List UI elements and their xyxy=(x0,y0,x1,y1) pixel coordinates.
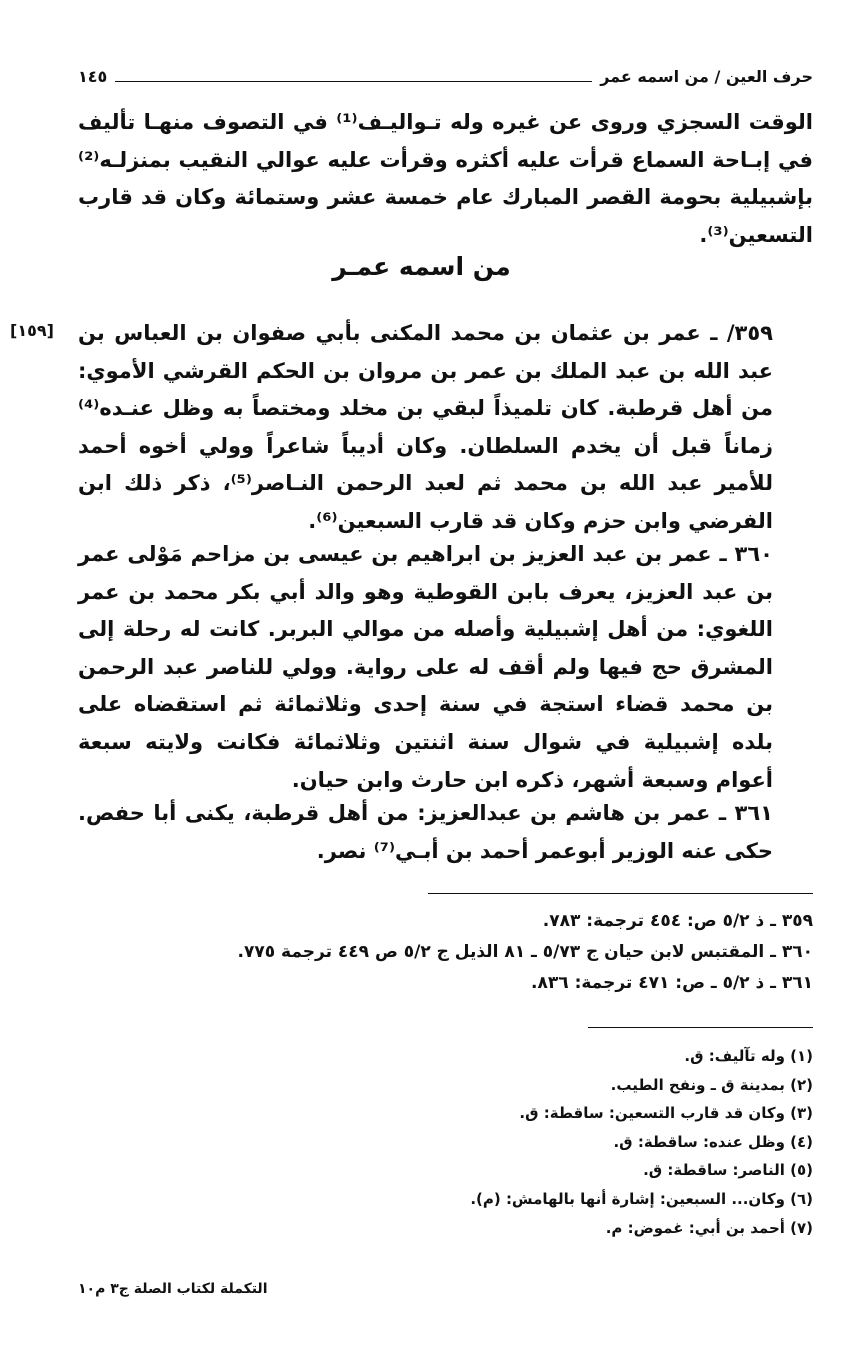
page-number: ١٤٥ xyxy=(78,66,108,86)
source-line: ٣٦٠ ـ المقتبس لابن حيان ج ٥/٧٣ ـ ٨١ الذيل ج ٥/٢ ص ٤٤٩ ترجمة ٧٧٥. xyxy=(237,942,813,962)
running-title: حرف العين / من اسمه عمر xyxy=(600,66,813,86)
footnote: (٣) وكان قد قارب التسعين: ساقطة: ق. xyxy=(519,1104,813,1123)
page-footer: التكملة لكتاب الصلة ج٣ م١٠ xyxy=(78,1281,268,1297)
source-line: ٣٥٩ ـ ذ ٥/٢ ص: ٤٥٤ ترجمة: ٧٨٣. xyxy=(542,911,813,931)
header-rule xyxy=(115,71,592,82)
footnote: (٤) وظل عنده: ساقطة: ق. xyxy=(613,1132,813,1151)
footnote: (١) وله تآليف: ق. xyxy=(684,1047,813,1065)
intro-paragraph: الوقت السجزي وروى عن غيره وله تـواليـف⁽¹⁾ في التصوف منهـا تأليف في إبـاحة السماع قرأت عليه أكثره وقرأت عليه عوالي النقيب بمنزلـه⁽²⁾ بإشبيلية بحومة القصر المبارك عام خمسة عشر وستمائة وكان قد قارب التسعين⁽³⁾. xyxy=(78,110,813,247)
footnote: (٦) وكان... السبعين: إشارة أنها بالهامش: (م). xyxy=(470,1189,813,1208)
sources-list xyxy=(180,906,813,999)
footnote: (٢) بمدينة ق ـ ونفح الطيب. xyxy=(610,1075,813,1094)
source-line: ٣٦١ ـ ذ ٥/٢ ـ ص: ٤٧١ ترجمة: ٨٣٦. xyxy=(531,973,813,993)
notes-divider xyxy=(588,1027,813,1028)
sources-divider xyxy=(428,893,813,894)
entry-361: ٣٦١ ـ عمر بن هاشم بن عبدالعزيز: من أهل قرطبة، يكنى أبا حفص. حكى عنه الوزير أبوعمر أحمد بن أبـي⁽⁷⁾ نصر. xyxy=(78,801,773,863)
running-header xyxy=(78,64,813,88)
section-title: من اسمه عمـر xyxy=(332,252,511,281)
footnote: (٥) الناصر: ساقطة: ق. xyxy=(643,1161,813,1180)
entry-360: ٣٦٠ ـ عمر بن عبد العزيز بن ابراهيم بن عيسى بن مزاحم مَوْلى عمر بن عبد العزيز، يعرف بابن القوطية وهو والد أبي بكر محمد بن عمر اللغوي: من أهل إشبيلية وأصله من موالي البربر. كانت له رحلة إلى المشرق حج فيها ولم أقف له على رواية. وولي للناصر عبد الرحمن بن محمد قضاء استجة في سنة إحدى وثلاثمائة ثم استقضاه على بلده إشبيلية في شوال سنة اثنتين وثلاثمائة فكانت ولايته سبعة أعوام وسبعة أشهر، ذكره ابن حارث وابن حيان. xyxy=(78,542,773,792)
footnotes-list xyxy=(250,1042,813,1242)
entry-359: ٣٥٩/ ـ عمر بن عثمان بن محمد المكنى بأبي صفوان بن العباس بن عبد الله بن عبد الملك بن عمر بن مروان بن الحكم القرشي الأموي: من أهل قرطبة. كان تلميذاً لبقي بن مخلد ومختصاً به وظل عنـده⁽⁴⁾ زماناً قبل أن يخدم السلطان. وكان أديباً شاعراً وولي أخوه أحمد للأمير عبد الله بن محمد ثم لعبد الرحمن النـاصر⁽⁵⁾، ذكر ذلك ابن الفرضي وابن حزم وكان قد قارب السبعين⁽⁶⁾. xyxy=(78,321,773,533)
footnote: (٧) أحمد بن أبي: غموض: م. xyxy=(605,1218,813,1237)
margin-reference: [١٥٩] xyxy=(10,321,54,340)
